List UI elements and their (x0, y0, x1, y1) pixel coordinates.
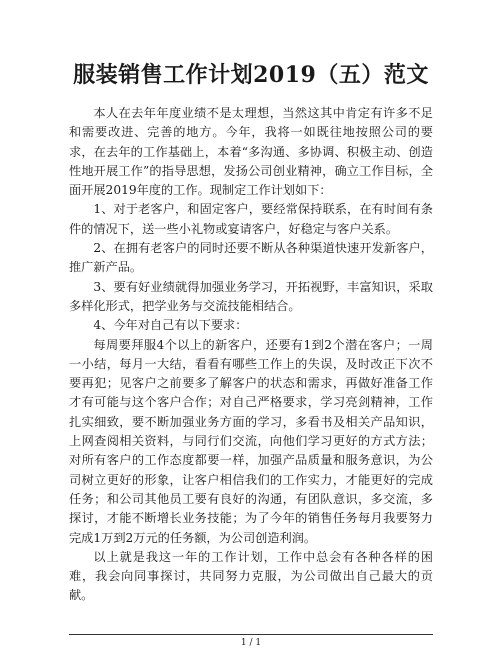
paragraph-item-2: 2、在拥有老客户的同时还要不断从各种渠道快速开发新客户，推广新产品。 (69, 241, 433, 275)
page-number: 1 / 1 (240, 638, 262, 648)
document-body (69, 104, 433, 606)
paragraph-item-1: 1、对于老客户，和固定客户，要经常保持联系，在有时间有条件的情况下，送一些小礼物或宴请客户，好稳定与客户关系。 (69, 202, 433, 236)
paragraph-item-4: 4、今年对自己有以下要求： (93, 318, 248, 333)
paragraph-requirements: 每周要拜服4个以上的新客户，还要有1到2个潜在客户；一周一小结，每月一大结，看看有哪些工作上的失误，及时改正下次不要再犯；见客户之前要多了解客户的状态和需求，再做好准备工作才有可能与这个客户合作；对自己严格要求，学习亮剑精神，工作扎实细致，要不断加强业务方面的学习，多看书及相关产品知识，上网查阅相关资料，与同行们交流，向他们学习更好的方式方法；对所有客户的工作态度都要一样，加强产品质量和服务意识，为公司树立更好的形象，让客户相信我们的工作实力，才能更好的完成任务；和公司其他员工要有良好的沟通，有团队意识，多交流，多探讨，才能不断增长业务技能；为了今年的销售任务每月我要努力完成1万到2万元的任务额，为公司创造利润。 (69, 337, 433, 545)
document-title: 服装销售工作计划2019（五）范文 (73, 62, 429, 88)
paragraph-conclusion: 以上就是我这一年的工作计划，工作中总会有各种各样的困难，我会向同事探讨，共同努力克服，为公司做出自己最大的贡献。 (69, 549, 433, 603)
paragraph-intro: 本人在去年年度业绩不是太理想，当然这其中肯定有许多不足和需要改进、完善的地方。今年，我将一如既往地按照公司的要求，在去年的工作基础上，本着“多沟通、多协调、积极主动、创造性地开展工作”的指导思想，发扬公司创业精神，确立工作目标，全面开展2019年度的工作。现制定工作计划如下： (69, 106, 433, 198)
footer-divider (69, 634, 433, 635)
paragraph-item-3: 3、要有好业绩就得加强业务学习，开拓视野，丰富知识，采取多样化形式，把学业务与交流技能相结合。 (69, 279, 433, 313)
